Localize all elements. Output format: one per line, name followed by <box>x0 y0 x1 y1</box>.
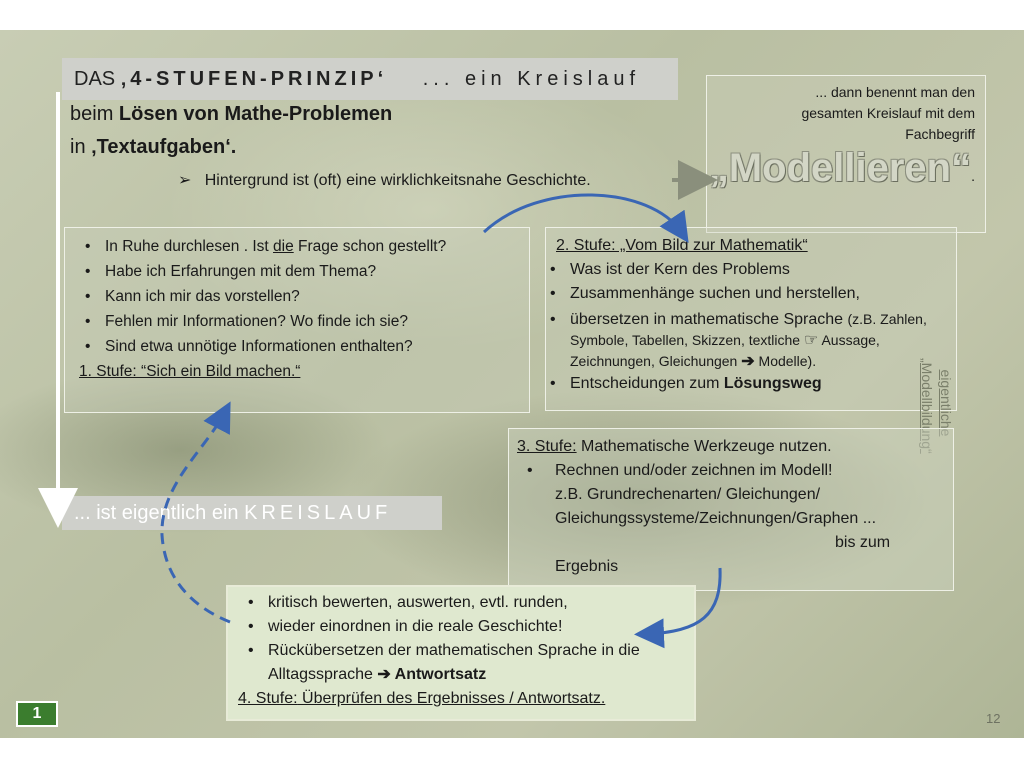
title-prefix: DAS <box>74 68 116 90</box>
list-item-text: Was ist der Kern des Problems <box>570 261 790 278</box>
title-quote-open: ‚ <box>120 68 131 90</box>
stage-1-heading: 1. Stufe: “Sich ein Bild machen.“ <box>79 363 301 380</box>
stage-3-heading-text: Mathematische Werkzeuge nutzen. <box>576 438 832 455</box>
list-item-text: Fehlen mir Informationen? Wo finde ich sie? <box>105 313 408 330</box>
list-item-text: kritisch bewerten, auswerten, evtl. runden, <box>268 594 568 611</box>
list-item-detail-3: Modelle). <box>754 353 817 369</box>
list-item-text: Habe ich Erfahrungen mit dem Thema? <box>105 263 377 280</box>
stage-4-heading-label: 4. Stufe: <box>238 690 298 707</box>
right-arrow-icon: ➔ <box>741 353 755 370</box>
kreislauf-banner-word: KREISLAUF <box>244 502 392 524</box>
subtitle-line-1-bold: Lösen von Mathe-Problemen <box>118 103 393 125</box>
list-item-text: In Ruhe durchlesen . Ist <box>105 238 274 255</box>
stage-3-line-2: z.B. Grundrechenarten/ Gleichungen/ <box>555 486 821 503</box>
dashed-arrow-stage-4-to-1 <box>162 412 230 622</box>
kreislauf-banner-text: ... ist eigentlich ein <box>74 502 245 524</box>
title-principle: 4-STUFEN-PRINZIP <box>130 68 378 90</box>
pointing-hand-icon: ☞ <box>803 332 819 349</box>
list-item-text: Rückübersetzen der mathematischen Sprache in die Alltagssprache <box>268 642 640 683</box>
modellieren-term: „Modellieren“ <box>708 146 972 190</box>
list-item-bold: Lösungsweg <box>723 375 822 392</box>
list-item-text: wieder einordnen in die reale Geschichte! <box>268 618 563 635</box>
subtitle-line-2-pre: in <box>70 136 92 158</box>
list-item-detail: (z.B. Zahlen, Symbole, Tabellen, Skizzen, textliche <box>570 311 927 348</box>
modellieren-line-2: gesamten Kreislauf mit dem <box>801 105 975 121</box>
list-item-text: Zusammenhänge suchen und herstellen, <box>570 285 860 302</box>
subtitle-line-1-pre: beim <box>70 103 119 125</box>
subtitle-line-2-bold: ‚Textaufgaben‘. <box>91 136 237 158</box>
stage-3-line-5: Ergebnis <box>555 558 619 575</box>
modellbildung-label-line-2: „Modellbildung“ <box>919 358 935 454</box>
stage-2-heading: 2. Stufe: „Vom Bild zur Mathematik“ <box>556 237 808 254</box>
modellieren-line-3: Fachbegriff <box>905 126 975 142</box>
slide <box>0 30 1024 738</box>
list-item-bold: Antwortsatz <box>390 666 487 683</box>
list-item-detail-2: Aussage, Zeichnungen, Gleichungen <box>570 332 880 369</box>
title-suffix: ... ein Kreislauf <box>422 68 641 90</box>
list-item-text: Sind etwa unnötige Informationen enthalten? <box>105 338 413 355</box>
arrow-bullet-icon: ➢ <box>178 172 192 189</box>
modellieren-line-1: ... dann benennt man den <box>815 84 975 100</box>
right-arrow-icon: ➔ <box>377 666 391 683</box>
arrow-stage-3-to-4 <box>646 568 720 634</box>
list-item-text-end: Frage schon gestellt? <box>293 238 447 255</box>
stage-3-line-3: Gleichungssysteme/Zeichnungen/Graphen ... <box>555 510 877 527</box>
list-item-text: Rechnen und/oder zeichnen im Modell! <box>555 462 833 479</box>
stage-3-line-4: bis zum <box>835 534 891 551</box>
modellieren-period: . <box>971 168 975 184</box>
arrow-stage-1-to-2 <box>484 195 682 233</box>
list-item-text: übersetzen in mathematische Sprache <box>570 311 848 328</box>
list-item-text: Entscheidungen zum <box>570 375 724 392</box>
list-item-text: Kann ich mir das vorstellen? <box>105 288 300 305</box>
page-number: 12 <box>986 711 1001 726</box>
stage-3-heading-label: 3. Stufe: <box>517 438 577 455</box>
bullet-icon: • <box>527 462 533 479</box>
slide-badge: 1 <box>16 701 58 727</box>
background-note-text: Hintergrund ist (oft) eine wirklichkeitsnahe Geschichte. <box>204 172 591 189</box>
modellbildung-label-line-1: eigentliche <box>938 369 954 437</box>
stage-4-heading-text: Überprüfen des Ergebnisses / Antwortsatz. <box>297 690 606 707</box>
connector-overlay <box>0 30 1024 738</box>
list-item-emphasis: die <box>273 238 294 255</box>
title-quote-close: ‘ <box>377 68 388 90</box>
